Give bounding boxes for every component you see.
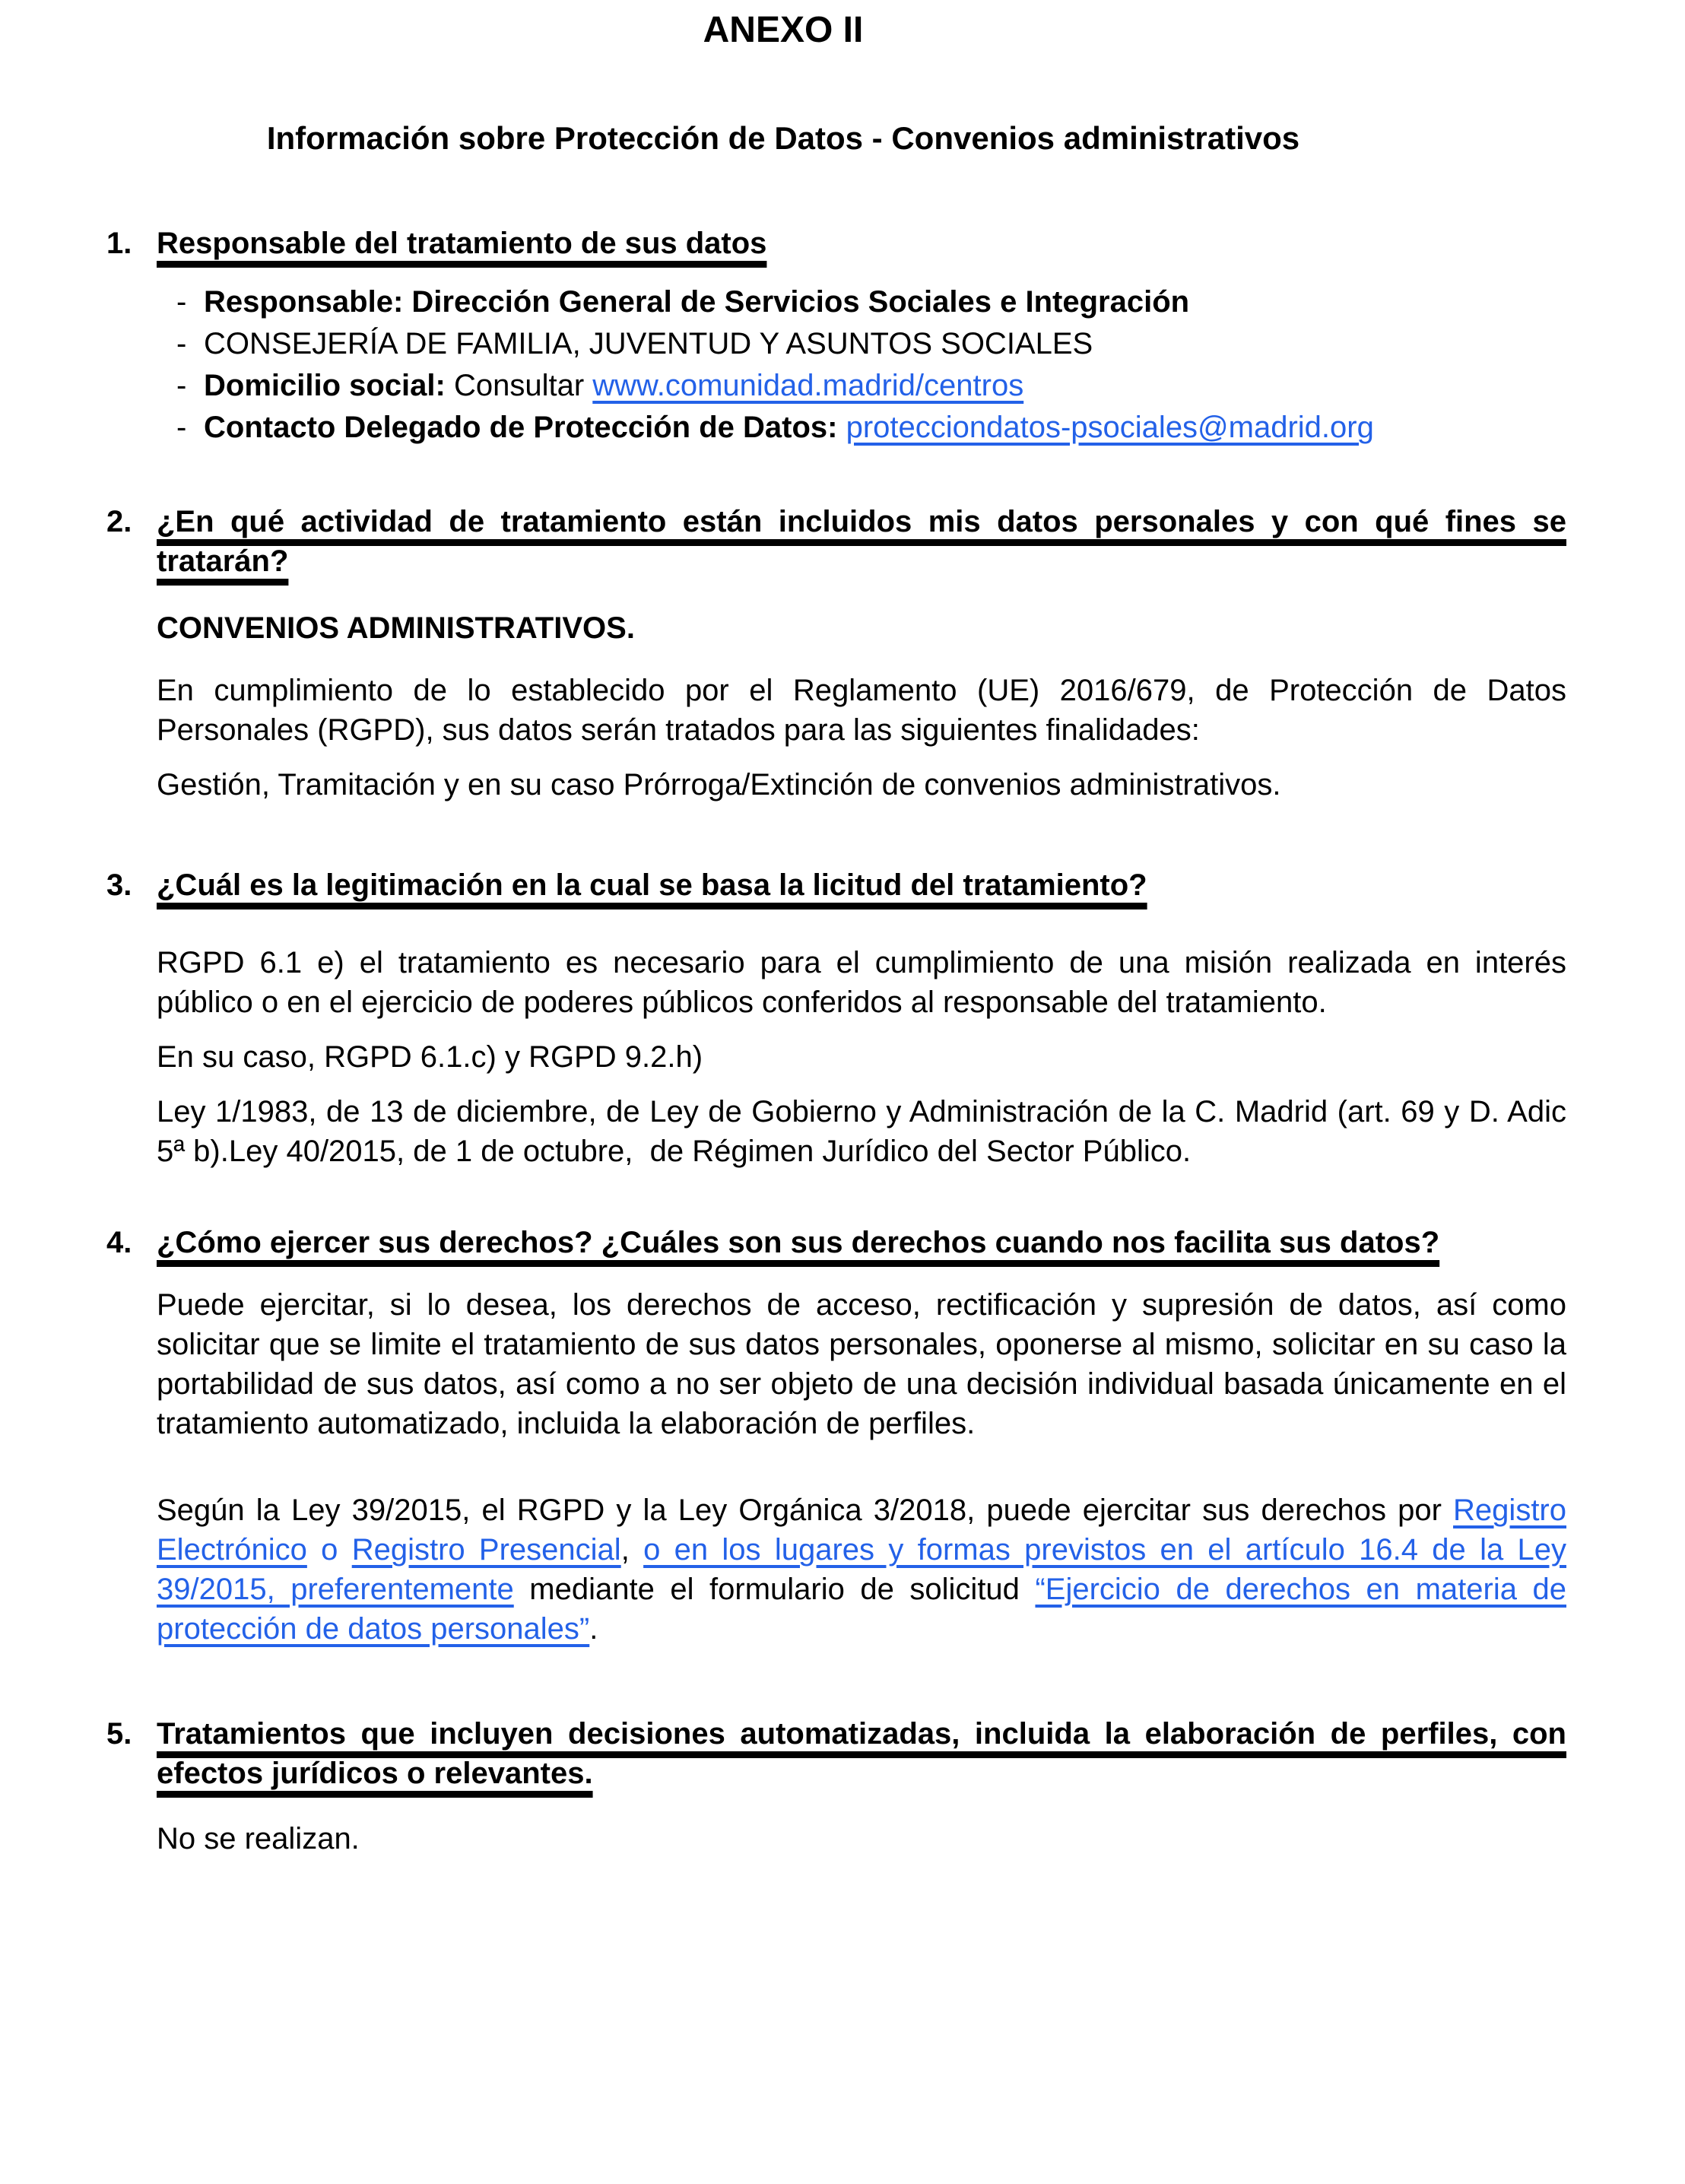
responsable-line: Responsable: Dirección General de Servicios Sociales e Integración [204, 285, 1190, 319]
document-subtitle: Información sobre Protección de Datos - Convenios administrativos [266, 120, 1300, 156]
en-su-caso-paragraph: En su caso, RGPD 6.1.c) y RGPD 9.2.h) [157, 1040, 703, 1074]
bullet-dash: - [176, 369, 187, 402]
consejeria-line: CONSEJERÍA DE FAMILIA, JUVENTUD Y ASUNTOS SOCIALES [204, 327, 1093, 360]
section-3-heading: ¿Cuál es la legitimación en la cual se basa la licitud del tratamiento? [157, 868, 1147, 902]
list-item [176, 365, 1566, 407]
bullet-dash: - [176, 411, 187, 444]
section-2-number: 2. [106, 505, 132, 538]
section-4-heading: ¿Cómo ejercer sus derechos? ¿Cuáles son sus derechos cuando nos facilita sus datos? [157, 1226, 1440, 1259]
cumplimiento-paragraph: En cumplimiento de lo establecido por el Reglamento (UE) 2016/679, de Protección de Datos Personales (RGPD), sus datos serán tratados para las siguientes finalidades: [157, 674, 1566, 747]
section-1-bullets [106, 281, 1566, 449]
registro-text-2: o [306, 1533, 352, 1567]
registro-electronico-link[interactable]: Registro Electrónico [157, 1494, 1566, 1567]
ejercicio-derechos-link[interactable]: “Ejercicio de derechos en materia de protección de datos personales” [157, 1573, 1566, 1646]
section-5-heading: Tratamientos que incluyen decisiones automatizadas, incluida la elaboración de perfiles, con efectos jurídicos o relevantes. [157, 1717, 1566, 1790]
ley-paragraph: Ley 1/1983, de 13 de diciembre, de Ley de Gobierno y Administración de la C. Madrid (art. 69 y D. Adic 5ª b).Ley 40/2015, de 1 de octubre, de Régimen Jurídico del Sector Público. [157, 1095, 1576, 1168]
bullet-dash: - [176, 285, 187, 319]
section-3-number: 3. [106, 868, 132, 902]
registro-presencial-link[interactable]: Registro Presencial [351, 1533, 621, 1567]
convenios-title: CONVENIOS ADMINISTRATIVOS. [157, 611, 635, 645]
gestion-paragraph: Gestión, Tramitación y en su caso Prórroga/Extinción de convenios administrativos. [157, 768, 1281, 802]
section-5-number: 5. [106, 1717, 132, 1751]
no-se-realizan-paragraph: No se realizan. [157, 1822, 360, 1855]
registro-text-3: , [620, 1533, 644, 1567]
contacto-label: Contacto Delegado de Protección de Datos: [204, 411, 846, 444]
contacto-line [204, 407, 1566, 449]
articulo-164-link[interactable]: o en los lugares y formas previstos en el artículo 16.4 de la Ley 39/2015, preferentemente [157, 1533, 1566, 1606]
list-item [176, 281, 1566, 323]
section-1-number: 1. [106, 227, 132, 260]
section-5-heading-row [106, 1714, 1566, 1793]
list-item [176, 323, 1566, 365]
dpo-email-link[interactable]: protecciondatos-psociales@madrid.org [846, 411, 1374, 444]
section-1-heading-row [106, 224, 1566, 263]
section-2-heading-row [106, 502, 1566, 581]
document-title: ANEXO II [703, 10, 864, 50]
bullet-dash: - [176, 327, 187, 360]
domicilio-text: Consultar [445, 369, 593, 402]
derechos-paragraph: Puede ejercitar, si lo desea, los derechos de acceso, rectificación y supresión de datos, así como solicitar que se limite el tratamiento de sus datos personales, oponerse al mismo, solicitar en su caso la portabilidad de sus datos, así como a no ser objeto de una decisión individual basada únicamente en el tratamiento automatizado, incluida la elaboración de perfiles. [157, 1288, 1566, 1440]
section-4-heading-row [106, 1223, 1566, 1262]
title-block [106, 9, 1460, 158]
registro-text-5: . [589, 1612, 598, 1646]
registro-text-4: mediante el formulario de solicitud [513, 1573, 1036, 1606]
section-2-heading: ¿En qué actividad de tratamiento están incluidos mis datos personales y con qué fines se tratarán? [157, 505, 1566, 578]
rgpd-paragraph: RGPD 6.1 e) el tratamiento es necesario para el cumplimiento de una misión realizada en interés público o en el ejercicio de poderes públicos conferidos al responsable del tratamiento. [157, 946, 1566, 1019]
registro-paragraph [157, 1490, 1566, 1649]
list-item [176, 407, 1566, 449]
domicilio-label: Domicilio social: [204, 369, 446, 402]
section-3-heading-row [106, 865, 1566, 905]
domicilio-line [204, 365, 1566, 407]
centros-link[interactable]: www.comunidad.madrid/centros [592, 369, 1024, 402]
registro-text-1: Según la Ley 39/2015, el RGPD y la Ley Orgánica 3/2018, puede ejercitar sus derechos por [157, 1494, 1454, 1527]
section-1-heading: Responsable del tratamiento de sus datos [157, 227, 767, 260]
section-4-number: 4. [106, 1226, 132, 1259]
